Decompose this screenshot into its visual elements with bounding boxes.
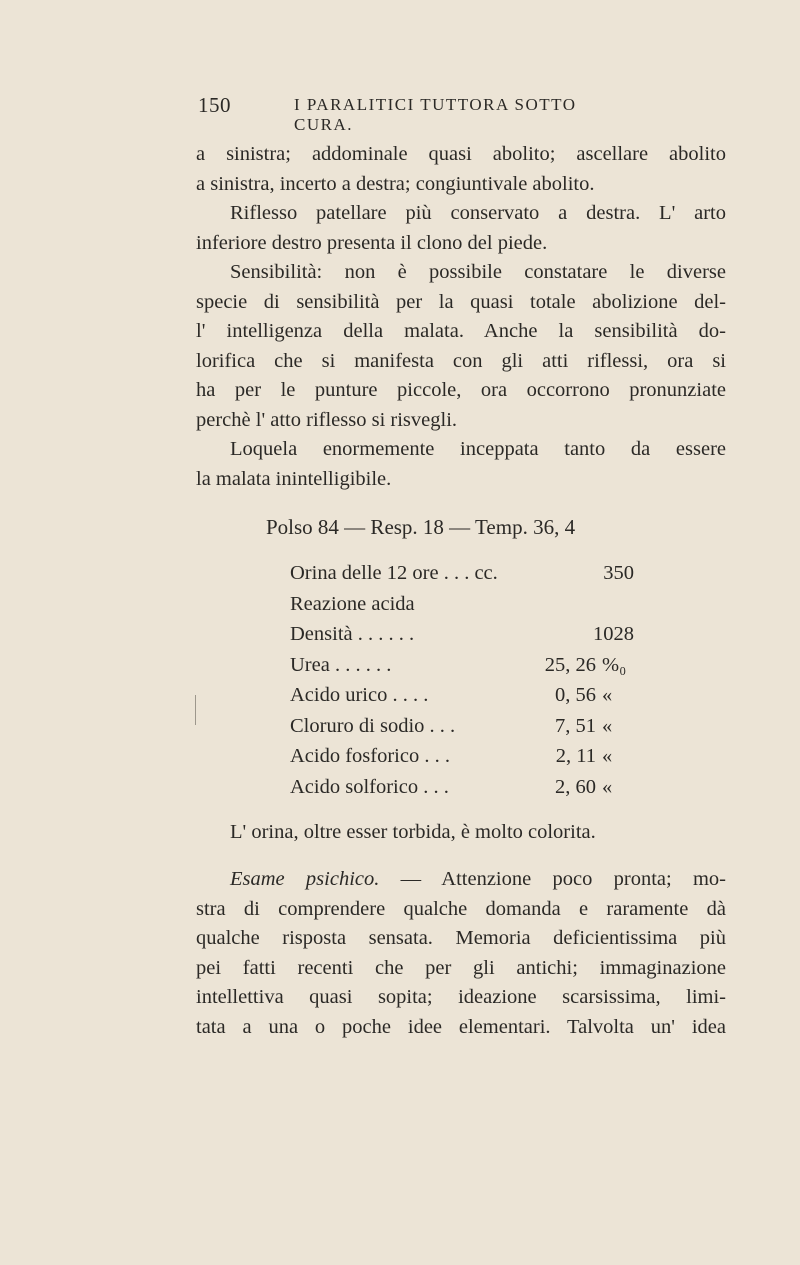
text-line: Sensibilità: non è possibile constatare le diverse xyxy=(230,261,726,283)
urine-value: 1028 xyxy=(593,623,634,645)
paragraph-psychic-exam xyxy=(196,865,726,1042)
urine-label: Acido urico . . . . xyxy=(290,684,429,706)
urine-note xyxy=(196,818,726,848)
text-line: ha per le punture piccole, ora occorrono pronunziate xyxy=(196,379,726,401)
urine-label: Acido fosforico . . . xyxy=(290,745,450,767)
urine-value: 25, 26 xyxy=(544,653,596,676)
urine-unit: « xyxy=(602,684,613,706)
urine-unit: %₀ xyxy=(602,653,627,676)
text-line: stra di comprendere qualche domanda e raramente dà xyxy=(196,897,726,920)
urine-value: 7, 51 xyxy=(555,714,596,737)
urine-value: 2, 60 xyxy=(555,775,596,798)
text-line: L' orina, oltre esser torbida, è molto colorita. xyxy=(230,821,596,843)
text-line: specie di sensibilità per la quasi totale abolizione del- xyxy=(196,290,726,313)
urine-unit: « xyxy=(602,745,613,767)
urine-label: Densità . . . . . . xyxy=(290,623,415,645)
urine-row xyxy=(290,562,670,593)
urine-value: 0, 56 xyxy=(555,684,596,706)
text-line xyxy=(196,865,726,895)
text-line: qualche risposta sensata. Memoria deficientissima più xyxy=(196,927,726,949)
running-title: I PARALITICI TUTTORA SOTTO CURA. xyxy=(294,95,577,134)
urine-label: Urea . . . . . . xyxy=(290,653,392,676)
text-line: l' intelligenza della malata. Anche la sensibilità do- xyxy=(196,320,726,342)
urine-value: 350 xyxy=(603,562,634,584)
urine-value: 2, 11 xyxy=(555,745,596,767)
urine-unit: « xyxy=(602,775,613,798)
paragraph-reflexes xyxy=(196,140,726,494)
margin-mark xyxy=(195,695,196,725)
text-line: a sinistra; addominale quasi abolito; ascellare abolito xyxy=(196,143,726,165)
text-fragment: — Attenzione poco pronta; mo- xyxy=(379,868,726,890)
text-line: intellettiva quasi sopita; ideazione scarsissima, limi- xyxy=(196,986,726,1008)
text-line: la malata inintelligibile. xyxy=(196,467,392,490)
text-line: tata a una o poche idee elementari. Talvolta un' idea xyxy=(196,1015,726,1038)
urine-label: Acido solforico . . . xyxy=(290,775,449,798)
text-line: Riflesso patellare più conservato a destra. L' arto xyxy=(230,202,726,224)
urine-row xyxy=(290,654,670,685)
text-line: lorifica che si manifesta con gli atti riflessi, ora si xyxy=(196,349,726,372)
text-line: inferiore destro presenta il clono del piede. xyxy=(196,231,548,254)
text-line: a sinistra, incerto a destra; congiuntivale abolito. xyxy=(196,172,595,195)
urine-table xyxy=(290,562,670,806)
urine-label: Orina delle 12 ore . . . cc. xyxy=(290,562,498,584)
page-number: 150 xyxy=(198,93,231,117)
urine-row xyxy=(290,715,670,746)
vitals-line: Polso 84 — Resp. 18 — Temp. 36, 4 xyxy=(266,515,576,539)
text-line: perchè l' atto riflesso si risvegli. xyxy=(196,408,458,431)
urine-row xyxy=(290,684,670,715)
urine-unit: « xyxy=(602,714,613,737)
text-line: Loquela enormemente inceppata tanto da essere xyxy=(230,438,726,460)
urine-row xyxy=(290,776,670,807)
urine-label: Reazione acida xyxy=(290,592,415,615)
urine-row xyxy=(290,593,670,624)
urine-row xyxy=(290,623,670,654)
section-heading: Esame psichico. xyxy=(230,868,380,890)
urine-label: Cloruro di sodio . . . xyxy=(290,714,456,737)
text-line: pei fatti recenti che per gli antichi; immaginazione xyxy=(196,956,726,979)
urine-row xyxy=(290,745,670,776)
